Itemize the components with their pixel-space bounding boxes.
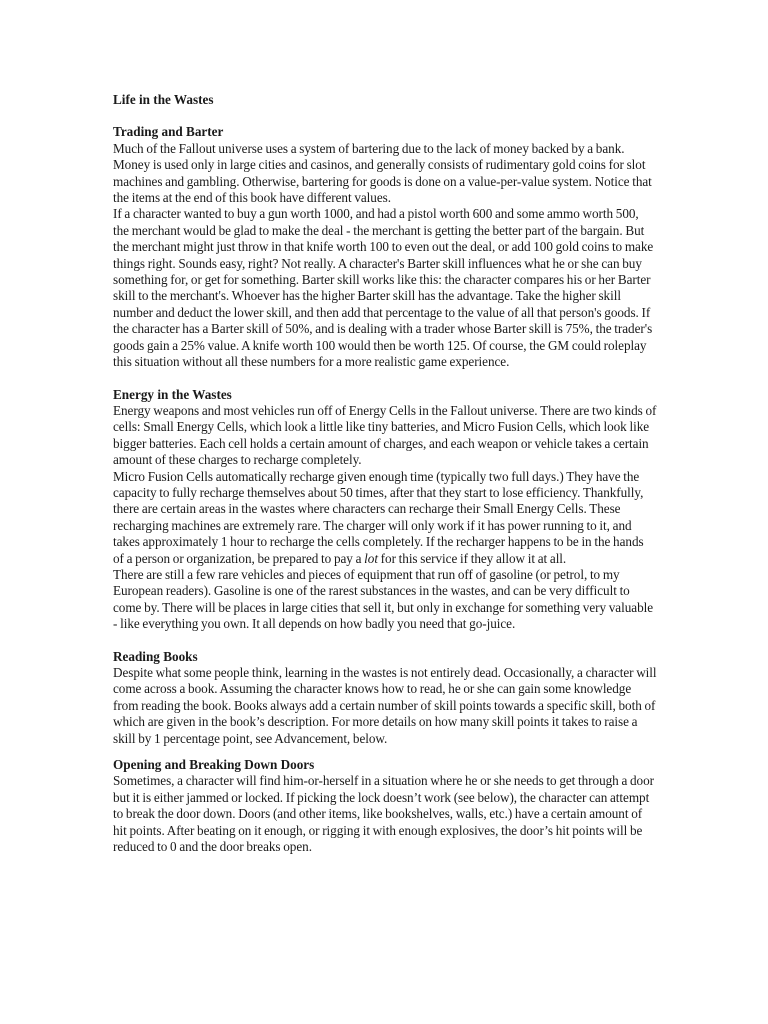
document-title: Life in the Wastes [113,92,214,107]
section-opening-doors [113,757,657,855]
section-heading: Reading Books [113,648,198,664]
section-reading-books [113,649,657,747]
paragraph-text: Micro Fusion Cells automatically recharge given enough time (typically two full days.) They have the capacity to fully recharge themselves about 50 times, after that they start to lose efficiency. Thankfully, there are certain areas in the wastes where characters can recharge their Small Energy Cells. These recharging machines are extremely rare. The charger will only work if it has power running to it, and takes approximately 1 hour to recharge the cells completely. If the recharger happens to be in the hands of a person or organization, be prepared to pay a [113,468,644,566]
section-heading: Trading and Barter [113,124,224,140]
paragraph: There are still a few rare vehicles and pieces of equipment that run off of gasoline (or petrol, to my European readers). Gasoline is one of the rarest substances in the wastes, and can be very difficult to come by. There will be places in large cities that sell it, but only in exchange for something very valuable - like everything you own. It all depends on how badly you need that go-juice. [113,566,654,632]
section-heading: Opening and Breaking Down Doors [113,757,315,773]
section-heading: Energy in the Wastes [113,386,232,402]
section-energy-in-the-wastes [113,387,657,633]
paragraph [113,469,657,567]
paragraph: Energy weapons and most vehicles run off of Energy Cells in the Fallout universe. There are two kinds of cells: Small Energy Cells, which look a little like tiny batteries, and Micro Fusion Cells, which look like bigger batteries. Each cell holds a certain amount of charges, and each weapon or vehicle takes a certain amount of these charges to recharge completely. [113,402,657,468]
emphasis-text: lot [364,550,378,566]
paragraph-text: for this service if they allow it at all. [377,550,567,566]
paragraph: Despite what some people think, learning in the wastes is not entirely dead. Occasionally, a character will come across a book. Assuming the character knows how to read, he or she can gain some knowledge from reading the book. Books always add a certain number of skill points towards a specific skill, both of which are given in the book’s description. For more details on how many skill points it takes to raise a skill by 1 percentage point, see Advancement, below. [113,665,657,746]
section-trading-and-barter [113,124,657,370]
paragraph: If a character wanted to buy a gun worth 1000, and had a pistol worth 600 and some ammo worth 500, the merchant would be glad to make the deal - the merchant is getting the better part of the bargain. But the merchant might just throw in that knife worth 100 to even out the deal, or add 100 gold coins to make things right. Sounds easy, right? Not really. A character's Barter skill influences what he or she can buy something for, or get for something. Barter skill works like this: the character compares his or her Barter skill to the merchant's. Whoever has the higher Barter skill has the advantage. Take the higher skill number and deduct the lower skill, and then add that percentage to the value of all that person's goods. If the character has a Barter skill of 50%, and is dealing with a trader whose Barter skill is 75%, the trader's goods gain a 25% value. A knife worth 100 would then be worth 125. Of course, the GM could roleplay this situation without all these numbers for a more realistic game experience. [113,206,654,370]
paragraph: Sometimes, a character will find him-or-herself in a situation where he or she needs to get through a door but it is either jammed or locked. If picking the lock doesn’t work (see below), the character can attempt to break the door down. Doors (and other items, like bookshelves, walls, etc.) have a certain amount of hit points. After beating on it enough, or rigging it with enough explosives, the door’s hit points will be reduced to 0 and the door breaks open. [113,773,654,855]
document-page [113,92,657,871]
paragraph: Much of the Fallout universe uses a system of bartering due to the lack of money backed by a bank. Money is used only in large cities and casinos, and generally consists of rudimentary gold coins for slot machines and gambling. Otherwise, bartering for goods is done on a value-per-value system. Notice that the items at the end of this book have different values. [113,140,652,206]
